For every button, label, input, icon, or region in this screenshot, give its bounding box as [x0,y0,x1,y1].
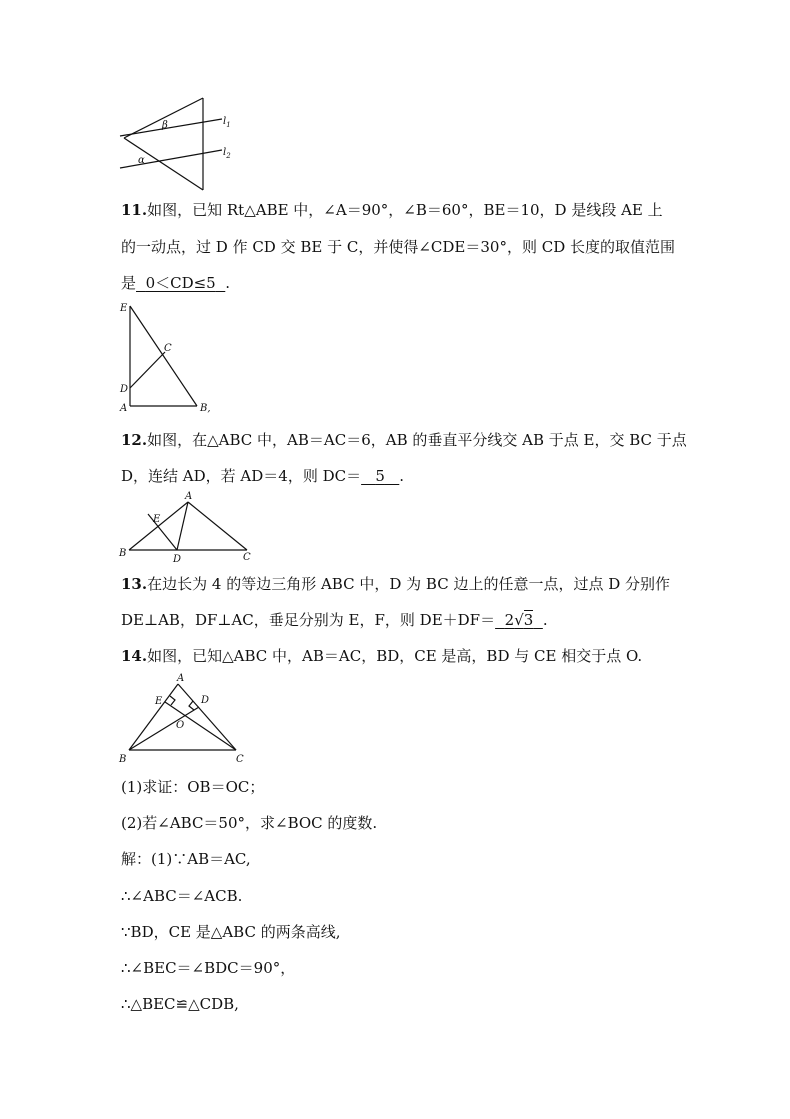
label-A: A [177,673,185,684]
label-l2: $l_2$ [223,147,231,160]
label-E: E [120,303,128,314]
label-alpha: α [138,155,145,166]
q11-line1 [121,200,663,220]
q14-part1: (1)求证：OB＝OC； [121,778,265,796]
q14-line1 [121,646,642,666]
q12-prefix: D，连结 AD，若 AD＝4，则 DC＝ [121,467,362,485]
q11-line3 [121,273,230,293]
q13-text1: 在边长为 4 的等边三角形 ABC 中，D 为 BC 边上的任意一点，过点 D 分别作 [147,575,671,593]
triangle-side-top [124,98,203,138]
q14-solution-4: ∴∠BEC＝∠BDC＝90°， [121,959,296,977]
label-E: E [153,514,161,525]
label-l1: $l_1$ [223,116,231,129]
figure-q12 [115,490,265,570]
q12-suffix: . [399,467,405,485]
line-l2 [120,150,222,168]
q12-line1 [121,430,687,450]
right-angle-mark-D [189,701,194,710]
q11-prefix: 是 [121,274,137,292]
figure-q14 [115,672,255,772]
q11-number: 11. [121,201,148,219]
label-B: B [119,548,127,559]
q11-text1: 如图，已知 Rt△ABE 中，∠A＝90°，∠B＝60°，BE＝10，D 是线段 AE 上 [147,201,663,219]
label-C: C [164,343,172,354]
q12-number: 12. [121,431,148,449]
figure-parallel-lines [110,92,250,192]
q11-answer: 0＜CD≤5 [145,274,216,292]
q14-solution-1: 解：(1)∵AB＝AC, [121,850,251,868]
label-beta: β [162,120,168,131]
q11-suffix: . [225,274,231,292]
altitude-BD [129,707,199,750]
q14-text1: 如图，已知△ABC 中，AB＝AC，BD，CE 是高，BD 与 CE 相交于点 O. [147,647,643,665]
segment-BA [129,684,178,750]
q12-line2 [121,466,404,486]
q12-answer: 5 [375,467,385,485]
q14-solution-5: ∴△BEC≌△CDB, [121,995,239,1013]
label-D: D [201,695,210,706]
segment-DC [130,352,165,388]
triangle-side-bottom [124,138,203,190]
line-l1 [120,119,222,136]
q13-number: 13. [121,575,148,593]
q13-prefix: DE⊥AB，DF⊥AC，垂足分别为 E，F，则 DE＋DF＝ [121,611,496,629]
label-D: D [120,384,129,395]
label-A: A [120,403,128,414]
label-E: E [155,696,163,707]
q13-suffix: . [542,611,548,629]
q14-part2: (2)若∠ABC＝50°，求∠BOC 的度数. [121,814,378,832]
figure-q11 [115,300,225,418]
q14-solution-3: ∵BD，CE 是△ABC 的两条高线, [121,923,341,941]
segment-AC [188,502,247,550]
q13-line2 [121,610,548,630]
segment-EB [130,306,197,406]
q13-line1 [121,574,670,594]
label-C: C [243,552,251,563]
label-D: D [173,554,182,565]
q14-solution-2: ∴∠ABC＝∠ACB. [121,887,243,905]
label-C: C [236,754,244,765]
q12-text1: 如图，在△ABC 中，AB＝AC＝6，AB 的垂直平分线交 AB 于点 E，交 BC 于点 [147,431,687,449]
q13-answer: 2√3 [504,611,534,629]
label-B: B, [200,403,211,414]
q11-line2: 的一动点，过 D 作 CD 交 BE 于 C，并使得∠CDE＝30°，则 CD 长度的取值范围 [121,238,676,256]
label-B: B [119,754,127,765]
label-A: A [185,491,193,502]
right-angle-mark-E [170,696,175,705]
label-O: O [176,720,185,731]
q14-number: 14. [121,647,148,665]
